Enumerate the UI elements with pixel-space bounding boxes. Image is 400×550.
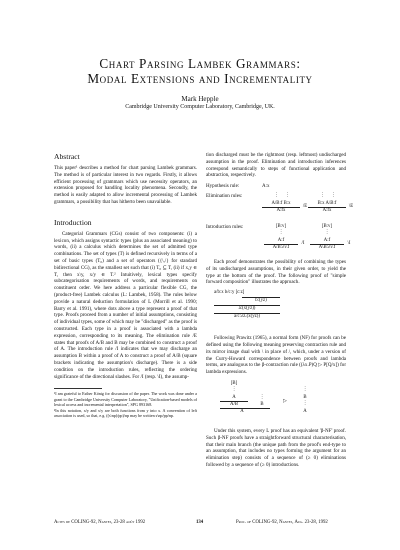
right-paragraph-4: Under this system, every L proof has an equivalent 'β-NF' proof. Such β-NF proofs have a straightforward structural characterisation, that their main branch (the unique path from the proof's end-type to an assumption, that includes no types forming the argument for an elimination step) consists of a sequence of (≥ 0) eliminations followed by a sequence of (≥ 0) introductions. bbox=[206, 427, 346, 468]
right-paragraph-2: Each proof demonstrates the possibility of combining the types of its undischarged assumptions, in their given order, to yield the type at the bottom of the proof. The following proof of "simple forward composition" illustrates the approach. bbox=[206, 258, 346, 286]
left-column bbox=[54, 152, 197, 418]
contract-b: B bbox=[260, 401, 264, 407]
abstract-heading: Abstract bbox=[54, 152, 80, 161]
intro-dots-1: ⋮ bbox=[278, 229, 284, 235]
elim-rule1-name: /E bbox=[302, 203, 308, 209]
elimination-label: Elimination rules: bbox=[206, 192, 243, 199]
proof-line-4: a/c:λz.(x(yz)) bbox=[234, 314, 260, 320]
intro-rule1-name: /I bbox=[301, 240, 305, 246]
contract-assumption: [B] bbox=[230, 380, 238, 386]
hypothesis-formula: A:x bbox=[262, 183, 270, 190]
intro-rule2-conclusion: A\B:λv.f bbox=[318, 244, 336, 250]
paper-title-line2: Modal Extensions and Incrementality bbox=[87, 71, 313, 86]
paper-title-line1: Chart Parsing Lambek Grammars: bbox=[99, 56, 301, 71]
contract-ab: A/B bbox=[230, 401, 238, 407]
intro-rule2-premise: A:f bbox=[323, 237, 331, 243]
contract-rhs-dots-2: ⋮ bbox=[302, 400, 308, 406]
title-block bbox=[0, 56, 400, 110]
footnote-1: ¹I am grateful to Esther König for discussion of the paper. The work was done under a grant to the Cambridge University Computer Laboratory, "Unification-based models of lexical access and incremental interpretation", SPG 893168. bbox=[54, 391, 197, 408]
elim-dots-2: ⋮ ⋮ bbox=[320, 192, 336, 198]
footer-page-number: 134 bbox=[196, 520, 204, 525]
right-paragraph-1: tion discharged must be the rightmost (resp. leftmost) undischarged assumption in the proof. Elimination and introduction inferences correspond semantically to steps of functional application and abstraction, respectively. bbox=[206, 152, 346, 179]
abstract-text: This paper¹ describes a method for chart parsing Lambek grammars. The method is of particular interest in two regards. Firstly, it allows efficient processing of grammars which use necessity operators, an extension proposed for handling locality phenomena. Secondly, the method is easily adapted to allow incremental processing of Lambek grammars, a possibility that has hitherto been unavailable. bbox=[54, 165, 197, 205]
contract-rhs-dots: ⋮ bbox=[302, 386, 308, 392]
intro-rule1-conclusion: A/B:λv.f bbox=[272, 244, 290, 250]
introduction-label: Introduction rules: bbox=[206, 223, 244, 230]
proof-line-3: a:(x(yz)) bbox=[238, 306, 256, 312]
intro-rule1-assumption: [B:v] bbox=[275, 223, 287, 229]
footer-left: Actes de COLING-92, Nantes, 23-28 août 1992 bbox=[54, 520, 146, 525]
right-paragraph-3: Following Prawitz (1965), a normal form (NF) for proofs can be defined using the following meaning preserving contraction rule and its mirror image dual with \ in place of /, which, under a version of the Curry-Howard correspondence between proofs and lambda terms, are analogous to the β-contraction rule ((λx.P)Q ▷ P[Q/x]) for lambda expressions. bbox=[206, 335, 346, 376]
right-column bbox=[206, 152, 354, 469]
contract-rhs-a: A bbox=[303, 408, 307, 414]
footer-right: Proc. of COLING-92, Nantes, Aug. 23-28, 1992 bbox=[236, 520, 328, 525]
intro-dots-2: ⋮ bbox=[324, 229, 330, 235]
elim-rule2-conclusion: A:fx bbox=[322, 207, 332, 213]
contract-result: A bbox=[240, 408, 244, 414]
intro-heading: Introduction bbox=[54, 217, 92, 227]
contract-a: A bbox=[232, 394, 236, 400]
proof-line-1: a/b:x b/c:y [c:z] bbox=[214, 290, 245, 296]
contract-rhs-b: B bbox=[303, 394, 307, 400]
hypothesis-label: Hypothesis rule: bbox=[206, 183, 240, 190]
proof-line-2: b:(yz) bbox=[255, 298, 267, 304]
footnote-2: ²In this notation, x/y and x\y are both functions from y into x. A convention of left association is used, so that, e.g. ((s\np)/pp)/np may be written s\np/pp/np. bbox=[54, 407, 197, 418]
elim-dots-1: ⋮ ⋮ bbox=[274, 192, 290, 198]
elim-rule1-premises: A/B:f B:x bbox=[271, 200, 291, 206]
composition-proof bbox=[206, 288, 346, 332]
contraction-rule bbox=[206, 379, 346, 425]
intro-rule2-assumption: [B:v] bbox=[321, 223, 333, 229]
contract-dots-2: ⋮ bbox=[259, 394, 265, 400]
elim-rule2-name: \E bbox=[348, 203, 354, 209]
intro-paragraph: Categorial Grammars (CGs) consist of two components: (i) a lexicon, which assigns syntactic types (plus an associated meaning) to words, (ii) a calculus which determines the set of admitted type combinations. The set of types (T) is defined recursively in terms of a set of basic types (T₀) and a set of operators ({\,/} for standard bidirectional CG), as the smallest set such that (i) T₀ ⊆ T, (ii) if x,y ∈ T, then x\y, x/y ∈ T.² Intuitively, lexical types specify subcategorisation requirements of words, and requirements on constituent order. We here address a particular flexible CG, the (product-free) Lambek calculus (L: Lambek, 1958). The rules below provide a natural deduction formulation of L (Morrill et al. 1990; Barry et al. 1991), where dots above a type represent a proof of that type. Proofs proceed from a number of initial assumptions, consisting of individual types, some of which may be "discharged" as the proof is constructed. Each type in a proof is associated with a lambda expression, corresponding to its meaning. The elimination rule /E states that proofs of A/B and B may be combined to construct a proof of A. The introduction rule /I indicates that we may discharge an assumption B within a proof of A to construct a proof of A/B (square brackets indicating the assumption's discharge). There is a side condition on the introduction rules, reflecting the ordering significance of the directional slashes. For /I (resp. \I), the assump- bbox=[54, 230, 197, 380]
elimination-rules bbox=[206, 192, 354, 221]
affiliation: Cambridge University Computer Laboratory, Cambridge, UK. bbox=[125, 104, 275, 110]
author: Mark Hepple bbox=[181, 95, 219, 103]
contract-symbol: ▷ bbox=[283, 398, 287, 404]
elim-rule1-conclusion: A:fx bbox=[276, 207, 286, 213]
elim-rule2-premises: B:x A\B:f bbox=[317, 200, 337, 206]
intro-rule1-premise: A:f bbox=[277, 237, 285, 243]
intro-rule2-name: \I bbox=[347, 240, 351, 246]
contract-dots-1: ⋮ bbox=[231, 386, 237, 392]
hypothesis-rule bbox=[206, 183, 346, 190]
introduction-rules bbox=[206, 223, 351, 256]
